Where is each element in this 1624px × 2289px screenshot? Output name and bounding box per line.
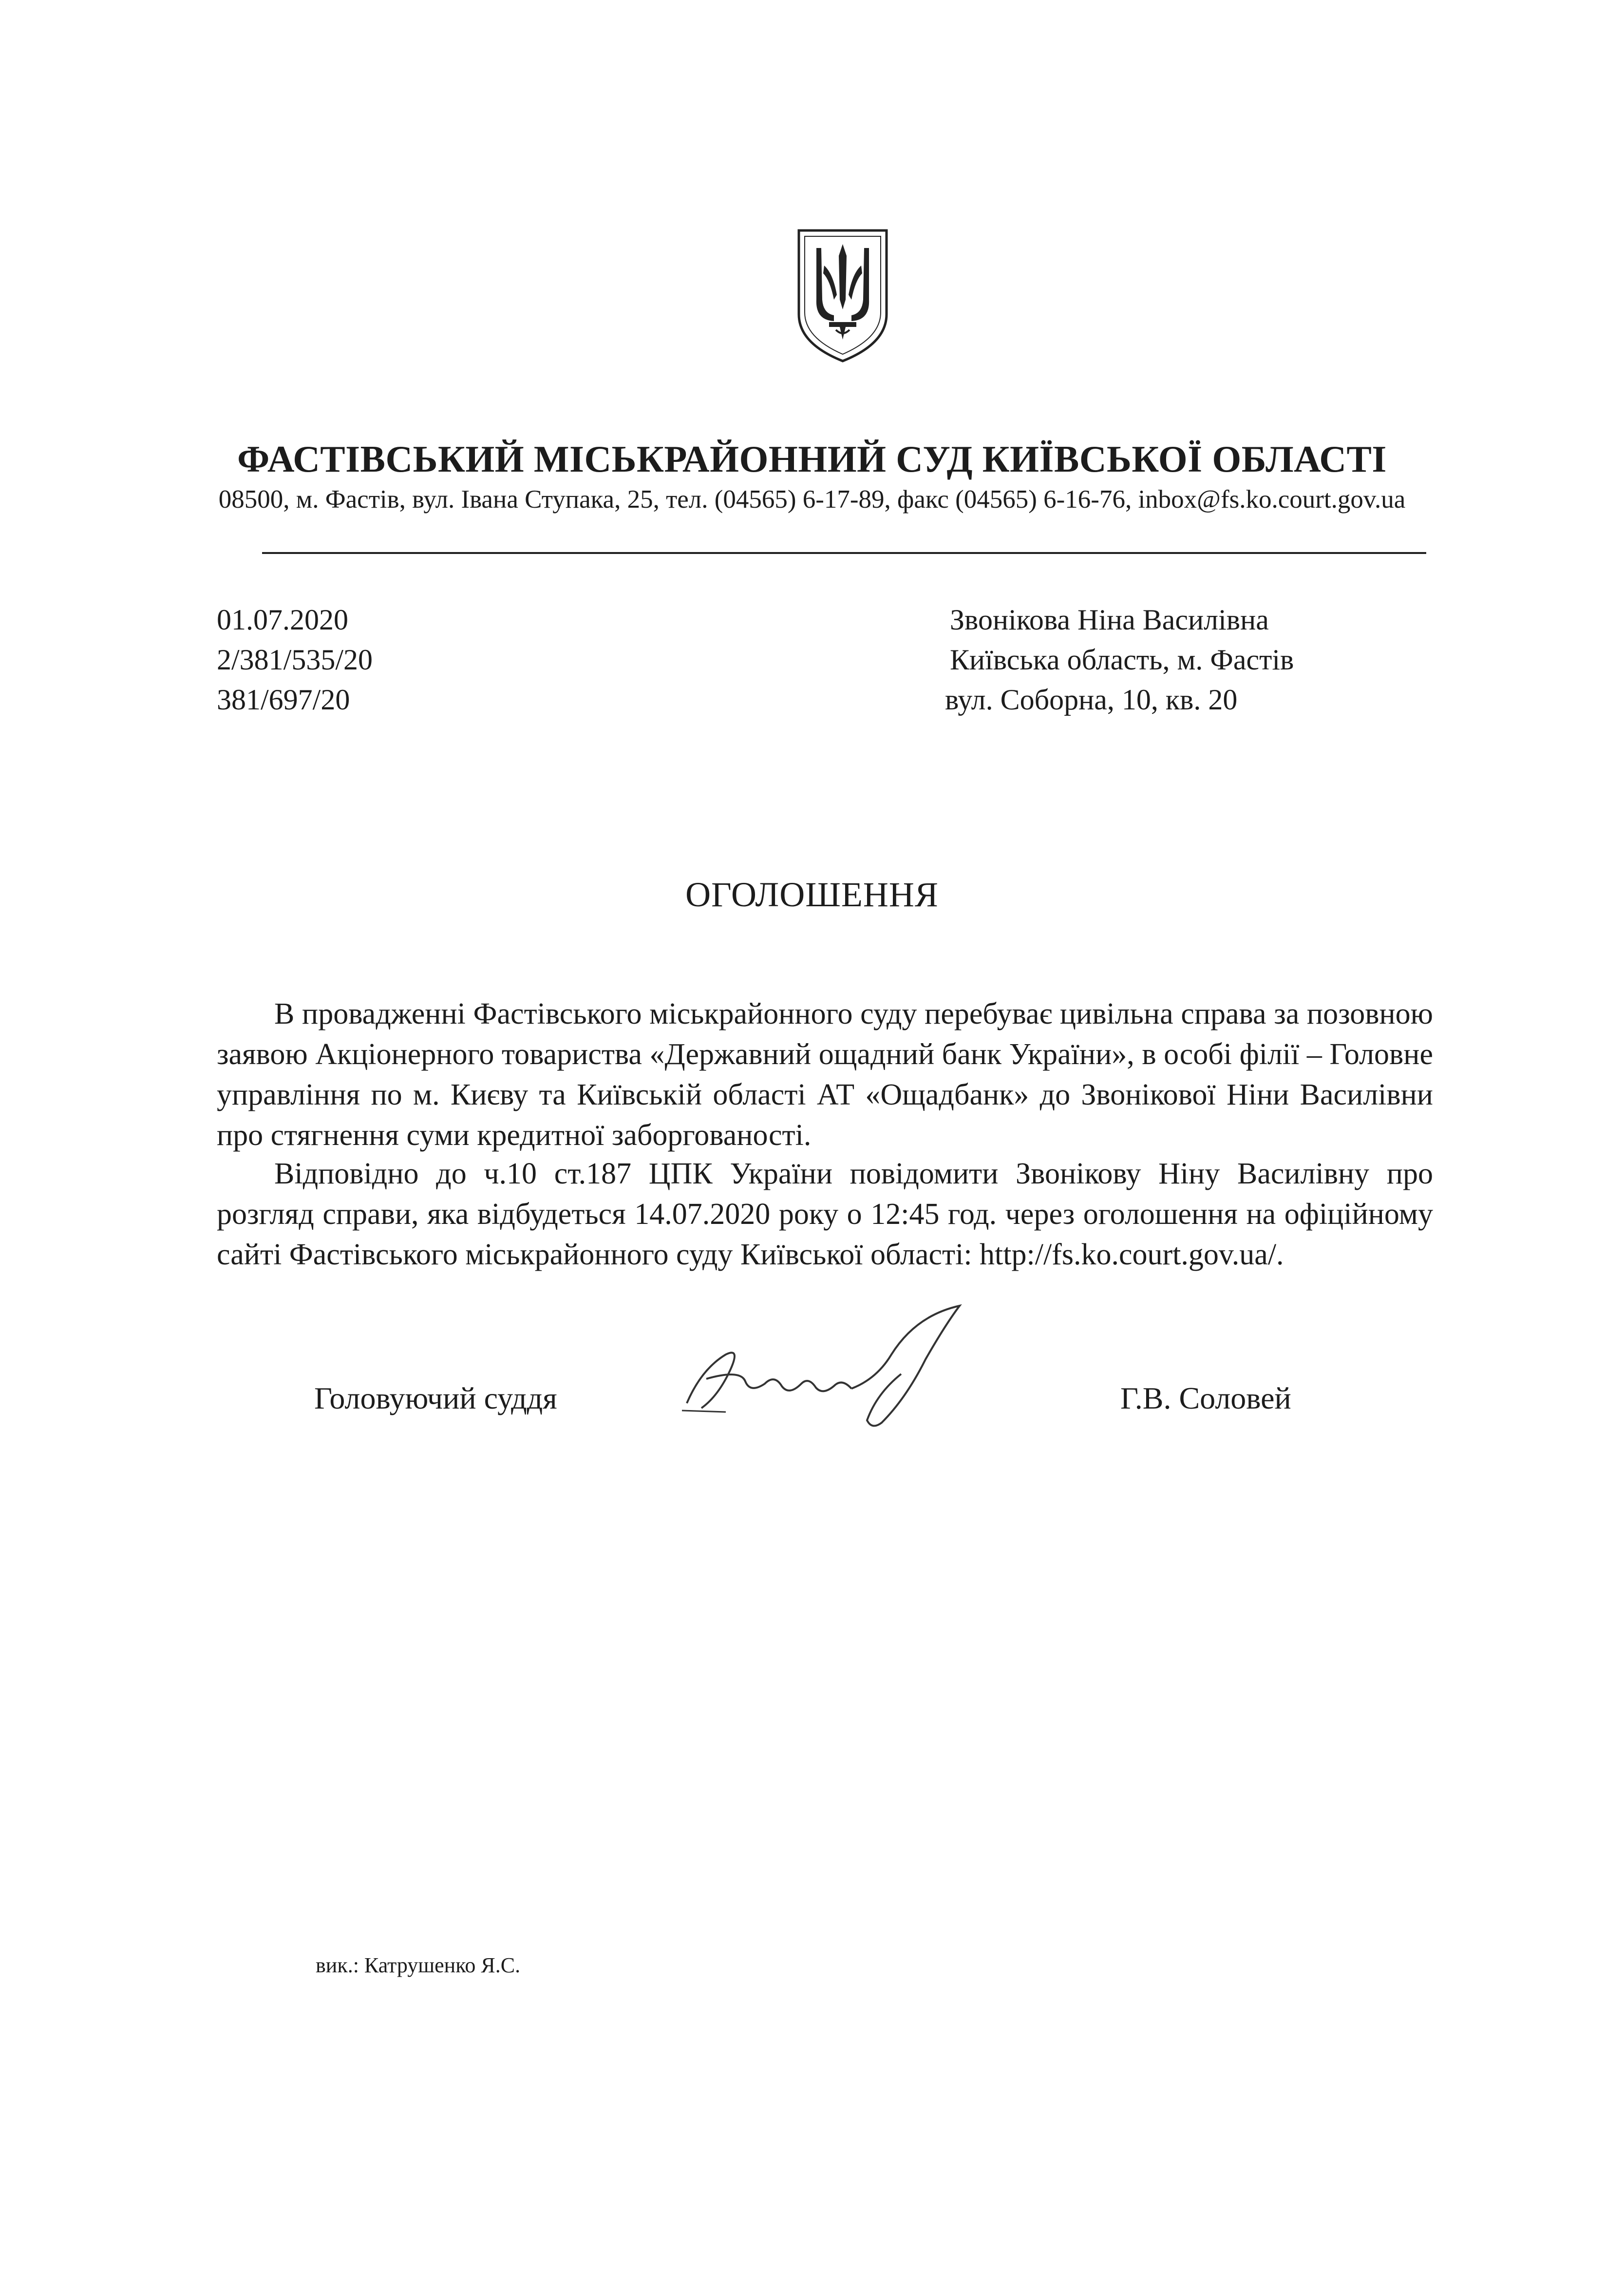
- case-number-primary: 2/381/535/20: [217, 644, 373, 676]
- handwritten-signature: [672, 1296, 974, 1432]
- notice-title: ОГОЛОШЕННЯ: [685, 875, 939, 914]
- case-number-secondary: 381/697/20: [217, 684, 350, 716]
- presiding-judge-label: Головуючий суддя: [314, 1381, 557, 1415]
- addressee-region: Київська область, м. Фастів: [950, 644, 1294, 676]
- addressee-street: вул. Соборна, 10, кв. 20: [945, 684, 1238, 716]
- document-date: 01.07.2020: [217, 604, 348, 636]
- addressee-name: Звонікова Ніна Василівна: [950, 604, 1269, 636]
- court-name-heading: ФАСТІВСЬКИЙ МІСЬКРАЙОННИЙ СУД КИЇВСЬКОЇ ОБЛАСТІ: [237, 438, 1387, 480]
- notice-paragraph-case: В провадженні Фастівського міськрайонного суду перебуває цивільна справа за позовною заявою Акціонерного товариства «Державний ощадний банк України», в особі філії – Головне управління по м. Києву та Київській області АТ «Ощадбанк» до Звонікової Ніни Василівни про стягнення суми кредитної заборгованості.: [217, 997, 1433, 1152]
- judge-name: Г.В. Соловей: [1120, 1381, 1291, 1415]
- court-address: 08500, м. Фастів, вул. Івана Ступака, 25, тел. (04565) 6-17-89, факс (04565) 6-16-76, inbox@fs.ko.court.gov.ua: [218, 485, 1406, 514]
- trident-coat-of-arms-icon: [795, 227, 890, 364]
- notice-paragraph-hearing: Відповідно до ч.10 ст.187 ЦПК України повідомити Звонікову Ніну Василівну про розгляд справи, яка відбудеться 14.07.2020 року о 12:45 год. через оголошення на офіційному сайті Фастівського міськрайонного суду Київської області: http://fs.ko.court.gov.ua/.: [217, 1157, 1433, 1271]
- executor-note: вик.: Катрушенко Я.С.: [316, 1953, 521, 1977]
- header-divider: [262, 552, 1426, 554]
